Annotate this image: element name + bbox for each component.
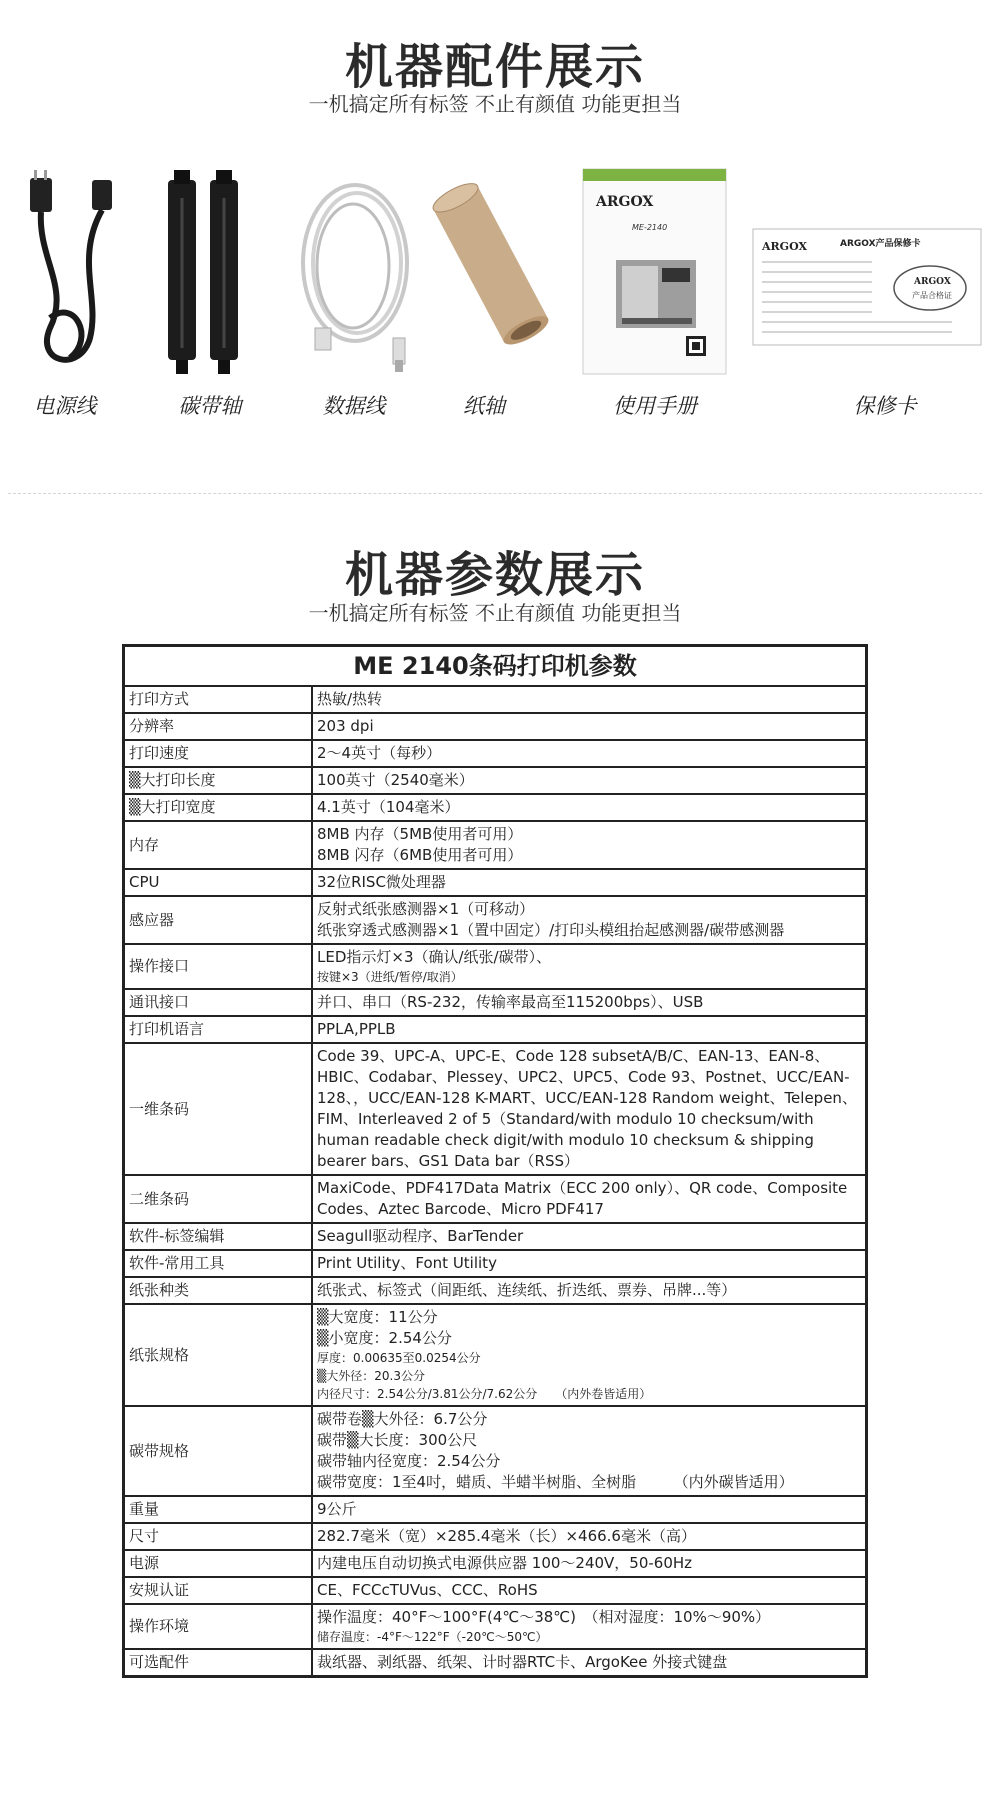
- spec-value: [312, 1550, 866, 1577]
- spec-key: 软件-标签编辑: [124, 1223, 312, 1250]
- table-row: [124, 1277, 866, 1304]
- accessory-label-paper-core: 纸轴: [463, 394, 505, 418]
- spec-key: 二维条码: [124, 1175, 312, 1223]
- spec-value: [312, 944, 866, 989]
- table-row: [124, 1175, 866, 1223]
- spec-value-line: Print Utility、Font Utility: [317, 1254, 497, 1272]
- manual-model: ME-2140: [632, 223, 668, 232]
- spec-value: [312, 767, 866, 794]
- spec-key: 一维条码: [124, 1043, 312, 1175]
- params-title: 机器参数展示: [344, 547, 645, 603]
- spec-value-line: 8MB 内存（5MB使用者可用）: [317, 825, 523, 843]
- usb-cable-icon: [295, 168, 425, 382]
- table-row: [124, 1649, 866, 1676]
- spec-value: [312, 1406, 866, 1496]
- accessory-label-user-manual: 使用手册: [613, 394, 697, 418]
- spec-key: 可选配件: [124, 1649, 312, 1676]
- paper-core-icon: [432, 168, 557, 382]
- table-row: [124, 1577, 866, 1604]
- spec-value-line: LED指示灯×3（确认/纸张/碳带）、: [317, 948, 552, 966]
- spec-value: [312, 1016, 866, 1043]
- spec-key: 打印机语言: [124, 1016, 312, 1043]
- spec-value-line: 9公斤: [317, 1500, 357, 1518]
- spec-value: [312, 1223, 866, 1250]
- accessories-subtitle: 一机搞定所有标签 不止有颜值 功能更担当: [308, 92, 682, 116]
- spec-value: [312, 896, 866, 944]
- spec-value-line: PPLA,PPLB: [317, 1020, 396, 1038]
- spec-key: ▒大打印长度: [124, 767, 312, 794]
- spec-value-line: 内建电压自动切换式电源供应器 100～240V，50-60Hz: [317, 1554, 693, 1572]
- table-row: [124, 686, 866, 713]
- spec-value-line: 2～4英寸（每秒）: [317, 744, 442, 762]
- table-row: [124, 1406, 866, 1496]
- spec-value: [312, 686, 866, 713]
- spec-value: [312, 1604, 866, 1649]
- spec-value-line: 32位RISC微处理器: [317, 873, 446, 891]
- spec-table-title: ME 2140条码打印机参数: [124, 646, 866, 686]
- spec-value: [312, 1577, 866, 1604]
- warranty-brand: ARGOX: [762, 240, 807, 253]
- ribbon-spindle-icon: [160, 168, 250, 382]
- spec-value-line: 碳带轴内径宽度：2.54公分: [317, 1452, 501, 1470]
- spec-key: ▒大打印宽度: [124, 794, 312, 821]
- table-row: [124, 1496, 866, 1523]
- table-row: [124, 1043, 866, 1175]
- accessory-label-warranty-card: 保修卡: [853, 394, 917, 418]
- warranty-stamp: 产品合格证: [912, 291, 952, 300]
- spec-value-line: 裁纸器、剥纸器、纸架、计时器RTC卡、ArgoKee 外接式键盘: [317, 1653, 728, 1671]
- table-row: [124, 1550, 866, 1577]
- table-row: [124, 1250, 866, 1277]
- spec-value-note: 按键×3（进纸/暂停/取消）: [317, 970, 463, 984]
- warranty-title: ARGOX产品保修卡: [840, 239, 921, 249]
- spec-value-line: Code 39、UPC-A、UPC-E、Code 128 subsetA/B/C、EAN-13、EAN-8、HBIC、Codabar、Plessey、UPC2、UPC5、Code 93、Postnet、UCC/EAN-128、，UCC/EAN-128 K-MART、UCC/EAN-128 Random weight、Telepen、FIM、Interleaved 2 of 5（Standard/with modulo 10 checksum/with human readable check digit/with modulo 10 checksum & shipping bearer bars、GS1 Data bar（RSS）: [317, 1047, 857, 1170]
- warranty-card-icon: [752, 168, 982, 362]
- spec-key: 内存: [124, 821, 312, 869]
- spec-key: 通讯接口: [124, 989, 312, 1016]
- spec-value-line: 纸张式、标签式（间距纸、连续纸、折迭纸、票券、吊牌...等）: [317, 1281, 737, 1299]
- table-row: [124, 944, 866, 989]
- spec-value-line: 碳带宽度：1至4吋，蜡质、半蜡半树脂、全树脂 （内外碳皆适用）: [317, 1473, 794, 1491]
- spec-value-line: ▒大宽度：11公分: [317, 1308, 438, 1326]
- spec-value-note: 厚度：0.00635至0.0254公分: [317, 1351, 481, 1365]
- spec-value-line: 碳带卷▒大外径：6.7公分: [317, 1410, 488, 1428]
- spec-value-line: 8MB 闪存（6MB使用者可用）: [317, 846, 523, 864]
- spec-table: [122, 644, 868, 1678]
- spec-value-line: Seagull驱动程序、BarTender: [317, 1227, 524, 1245]
- spec-value: [312, 1250, 866, 1277]
- spec-table-title-row: [124, 646, 866, 686]
- table-row: [124, 794, 866, 821]
- table-row: [124, 1523, 866, 1550]
- spec-value: [312, 740, 866, 767]
- spec-value-line: 282.7毫米（宽）×285.4毫米（长）×466.6毫米（高）: [317, 1527, 696, 1545]
- spec-value-line: 203 dpi: [317, 717, 374, 735]
- accessories-title: 机器配件展示: [344, 39, 645, 95]
- spec-value: [312, 1649, 866, 1676]
- warranty-stamp-brand: ARGOX: [914, 277, 951, 287]
- spec-value-line: 100英寸（2540毫米）: [317, 771, 474, 789]
- spec-key: 操作环境: [124, 1604, 312, 1649]
- spec-key: 尺寸: [124, 1523, 312, 1550]
- spec-value: [312, 794, 866, 821]
- table-row: [124, 1016, 866, 1043]
- spec-value-note: ▒大外径：20.3公分: [317, 1369, 425, 1383]
- table-row: [124, 869, 866, 896]
- spec-value-line: ▒小宽度：2.54公分: [317, 1329, 452, 1347]
- spec-value-line: CE、FCCcTUVus、CCC、RoHS: [317, 1581, 538, 1599]
- table-row: [124, 896, 866, 944]
- table-row: [124, 713, 866, 740]
- table-row: [124, 1223, 866, 1250]
- user-manual-icon: [582, 168, 727, 382]
- spec-value-line: 碳带▒大长度：300公尺: [317, 1431, 478, 1449]
- spec-value-line: 热敏/热转: [317, 690, 383, 708]
- spec-value: [312, 1304, 866, 1406]
- spec-value-line: 纸张穿透式感测器×1（置中固定）/打印头模组抬起感测器/碳带感测器: [317, 921, 785, 939]
- spec-key: 电源: [124, 1550, 312, 1577]
- spec-value-line: 4.1英寸（104毫米）: [317, 798, 460, 816]
- spec-key: 软件-常用工具: [124, 1250, 312, 1277]
- spec-key: 纸张规格: [124, 1304, 312, 1406]
- accessory-label-ribbon-spindle: 碳带轴: [178, 394, 242, 418]
- params-subtitle: 一机搞定所有标签 不止有颜值 功能更担当: [308, 601, 682, 625]
- spec-value: [312, 989, 866, 1016]
- spec-key: 碳带规格: [124, 1406, 312, 1496]
- table-row: [124, 740, 866, 767]
- spec-value: [312, 821, 866, 869]
- table-row: [124, 1604, 866, 1649]
- table-row: [124, 1304, 866, 1406]
- spec-value-note: 储存温度：-4°F～122°F（-20℃～50℃）: [317, 1630, 548, 1644]
- spec-value-line: 并口、串口（RS-232，传输率最高至115200bps）、USB: [317, 993, 704, 1011]
- spec-value-line: MaxiCode、PDF417Data Matrix（ECC 200 only）、QR code、Composite Codes、Aztec Barcode、Micro PDF417: [317, 1179, 848, 1218]
- power-cord-icon: [20, 168, 120, 382]
- spec-value: [312, 1523, 866, 1550]
- spec-value: [312, 869, 866, 896]
- spec-key: 操作接口: [124, 944, 312, 989]
- spec-value-line: 反射式纸张感测器×1（可移动）: [317, 900, 535, 918]
- manual-brand: ARGOX: [596, 194, 654, 210]
- spec-value: [312, 1043, 866, 1175]
- spec-key: 分辨率: [124, 713, 312, 740]
- spec-value: [312, 1496, 866, 1523]
- section-divider: [8, 493, 982, 494]
- spec-value-line: 操作温度：40°F～100°F(4℃～38℃) （相对湿度：10%～90%）: [317, 1608, 771, 1626]
- accessory-label-power-cord: 电源线: [33, 394, 97, 418]
- spec-key: 打印速度: [124, 740, 312, 767]
- spec-key: CPU: [124, 869, 312, 896]
- spec-value-note: 内径尺寸：2.54公分/3.81公分/7.62公分 （内外卷皆适用）: [317, 1387, 652, 1401]
- spec-key: 感应器: [124, 896, 312, 944]
- spec-value: [312, 1277, 866, 1304]
- spec-key: 纸张种类: [124, 1277, 312, 1304]
- spec-value: [312, 713, 866, 740]
- table-row: [124, 767, 866, 794]
- accessory-gallery: [0, 168, 990, 418]
- spec-key: 重量: [124, 1496, 312, 1523]
- accessory-label-usb-cable: 数据线: [322, 394, 386, 418]
- spec-key: 打印方式: [124, 686, 312, 713]
- table-row: [124, 821, 866, 869]
- spec-key: 安规认证: [124, 1577, 312, 1604]
- table-row: [124, 989, 866, 1016]
- spec-value: [312, 1175, 866, 1223]
